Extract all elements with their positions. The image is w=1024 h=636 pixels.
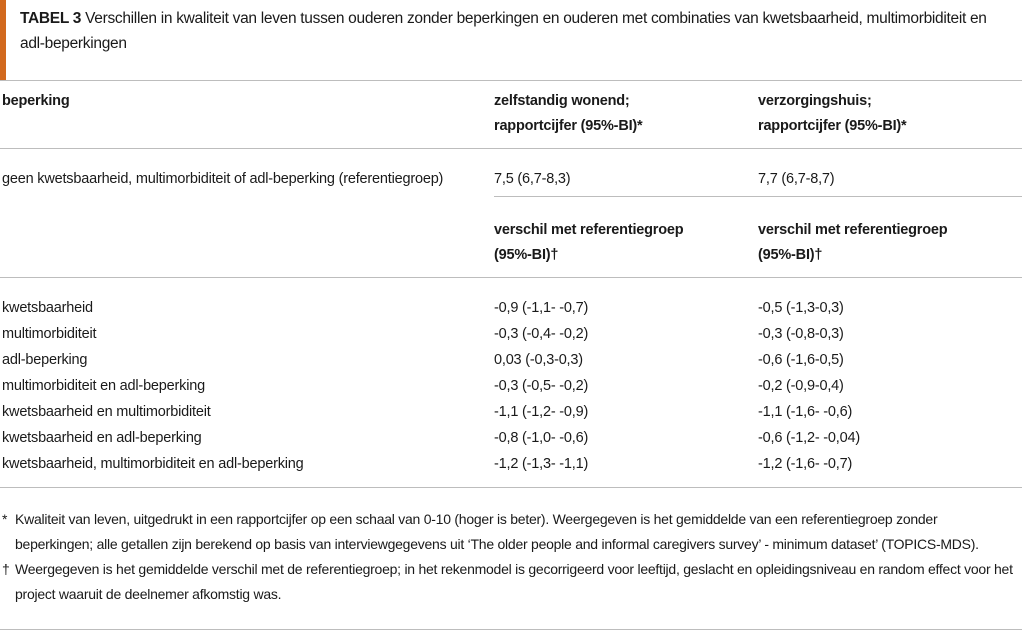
caption-label: TABEL 3 — [20, 10, 82, 27]
header-care-line1: verzorgingshuis; — [758, 93, 872, 109]
row-care: -0,2 (-0,9-0,4) — [758, 378, 844, 394]
reference-care: 7,7 (6,7-8,7) — [758, 171, 835, 187]
caption-title: Verschillen in kwaliteit van leven tussen ouderen zonder beperkingen en ouderen met combinaties van kwetsbaarheid, multimorbiditeit en adl-beperkingen — [20, 10, 987, 52]
row-home: -1,2 (-1,3- -1,1) — [494, 456, 589, 472]
row-home: -0,9 (-1,1- -0,7) — [494, 300, 589, 316]
row-label: adl-beperking — [2, 352, 88, 368]
caption-accent-bar — [0, 0, 6, 80]
header-beperking: beperking — [2, 93, 70, 109]
row-care: -0,6 (-1,6-0,5) — [758, 352, 844, 368]
row-label: kwetsbaarheid en adl-beperking — [2, 430, 202, 446]
reference-label: geen kwetsbaarheid, multimorbiditeit of adl-beperking (referentiegroep) — [2, 171, 444, 187]
row-home: -1,1 (-1,2- -0,9) — [494, 404, 589, 420]
reference-home: 7,5 (6,7-8,3) — [494, 171, 571, 187]
row-label: kwetsbaarheid en multimorbiditeit — [2, 404, 211, 420]
header-care-line2: rapportcijfer (95%-BI)* — [758, 118, 907, 134]
row-home: -0,8 (-1,0- -0,6) — [494, 430, 589, 446]
row-home: 0,03 (-0,3-0,3) — [494, 352, 583, 368]
footnote — [2, 507, 1018, 557]
rule-subheader-top — [494, 196, 1022, 197]
footnote-text: Weergegeven is het gemiddelde verschil met de referentiegroep; in het rekenmodel is gecorrigeerd voor leeftijd, geslacht en opleidingsniveau en random effect voor het project waaruit de deelnemer afkomstig was. — [15, 561, 1013, 602]
row-care: -0,3 (-0,8-0,3) — [758, 326, 844, 342]
row-home: -0,3 (-0,5- -0,2) — [494, 378, 589, 394]
subheader-care-line2: (95%-BI)† — [758, 247, 823, 263]
subheader-care-line1: verschil met referentiegroep — [758, 222, 948, 238]
row-label: multimorbiditeit en adl-beperking — [2, 378, 205, 394]
header-home-line2: rapportcijfer (95%-BI)* — [494, 118, 643, 134]
rule-subheader-bottom — [0, 277, 1022, 278]
rule-body-bottom — [0, 487, 1022, 488]
rule-bottom — [0, 629, 1022, 630]
row-care: -0,6 (-1,2- -0,04) — [758, 430, 860, 446]
row-care: -0,5 (-1,3-0,3) — [758, 300, 844, 316]
rule-header — [0, 148, 1022, 149]
subheader-home-line1: verschil met referentiegroep — [494, 222, 684, 238]
row-care: -1,1 (-1,6- -0,6) — [758, 404, 853, 420]
footnotes — [2, 507, 1018, 607]
row-home: -0,3 (-0,4- -0,2) — [494, 326, 589, 342]
footnote-mark: * — [2, 511, 8, 527]
row-label: kwetsbaarheid — [2, 300, 93, 316]
footnote-mark: † — [2, 561, 10, 577]
header-home-line1: zelfstandig wonend; — [494, 93, 630, 109]
footnote — [2, 557, 1018, 607]
table-caption — [0, 0, 1024, 80]
row-care: -1,2 (-1,6- -0,7) — [758, 456, 853, 472]
row-label: multimorbiditeit — [2, 326, 97, 342]
rule-top — [0, 80, 1022, 81]
footnote-text: Kwaliteit van leven, uitgedrukt in een rapportcijfer op een schaal van 0-10 (hoger is beter). Weergegeven is het gemiddelde van een referentiegroep zonder beperkingen; alle getallen zijn berekend op basis van interviewgegevens uit ‘The older people and informal caregivers survey’ - minimum dataset’ (TOPICS-MDS). — [15, 511, 979, 552]
row-label: kwetsbaarheid, multimorbiditeit en adl-beperking — [2, 456, 304, 472]
subheader-home-line2: (95%-BI)† — [494, 247, 559, 263]
